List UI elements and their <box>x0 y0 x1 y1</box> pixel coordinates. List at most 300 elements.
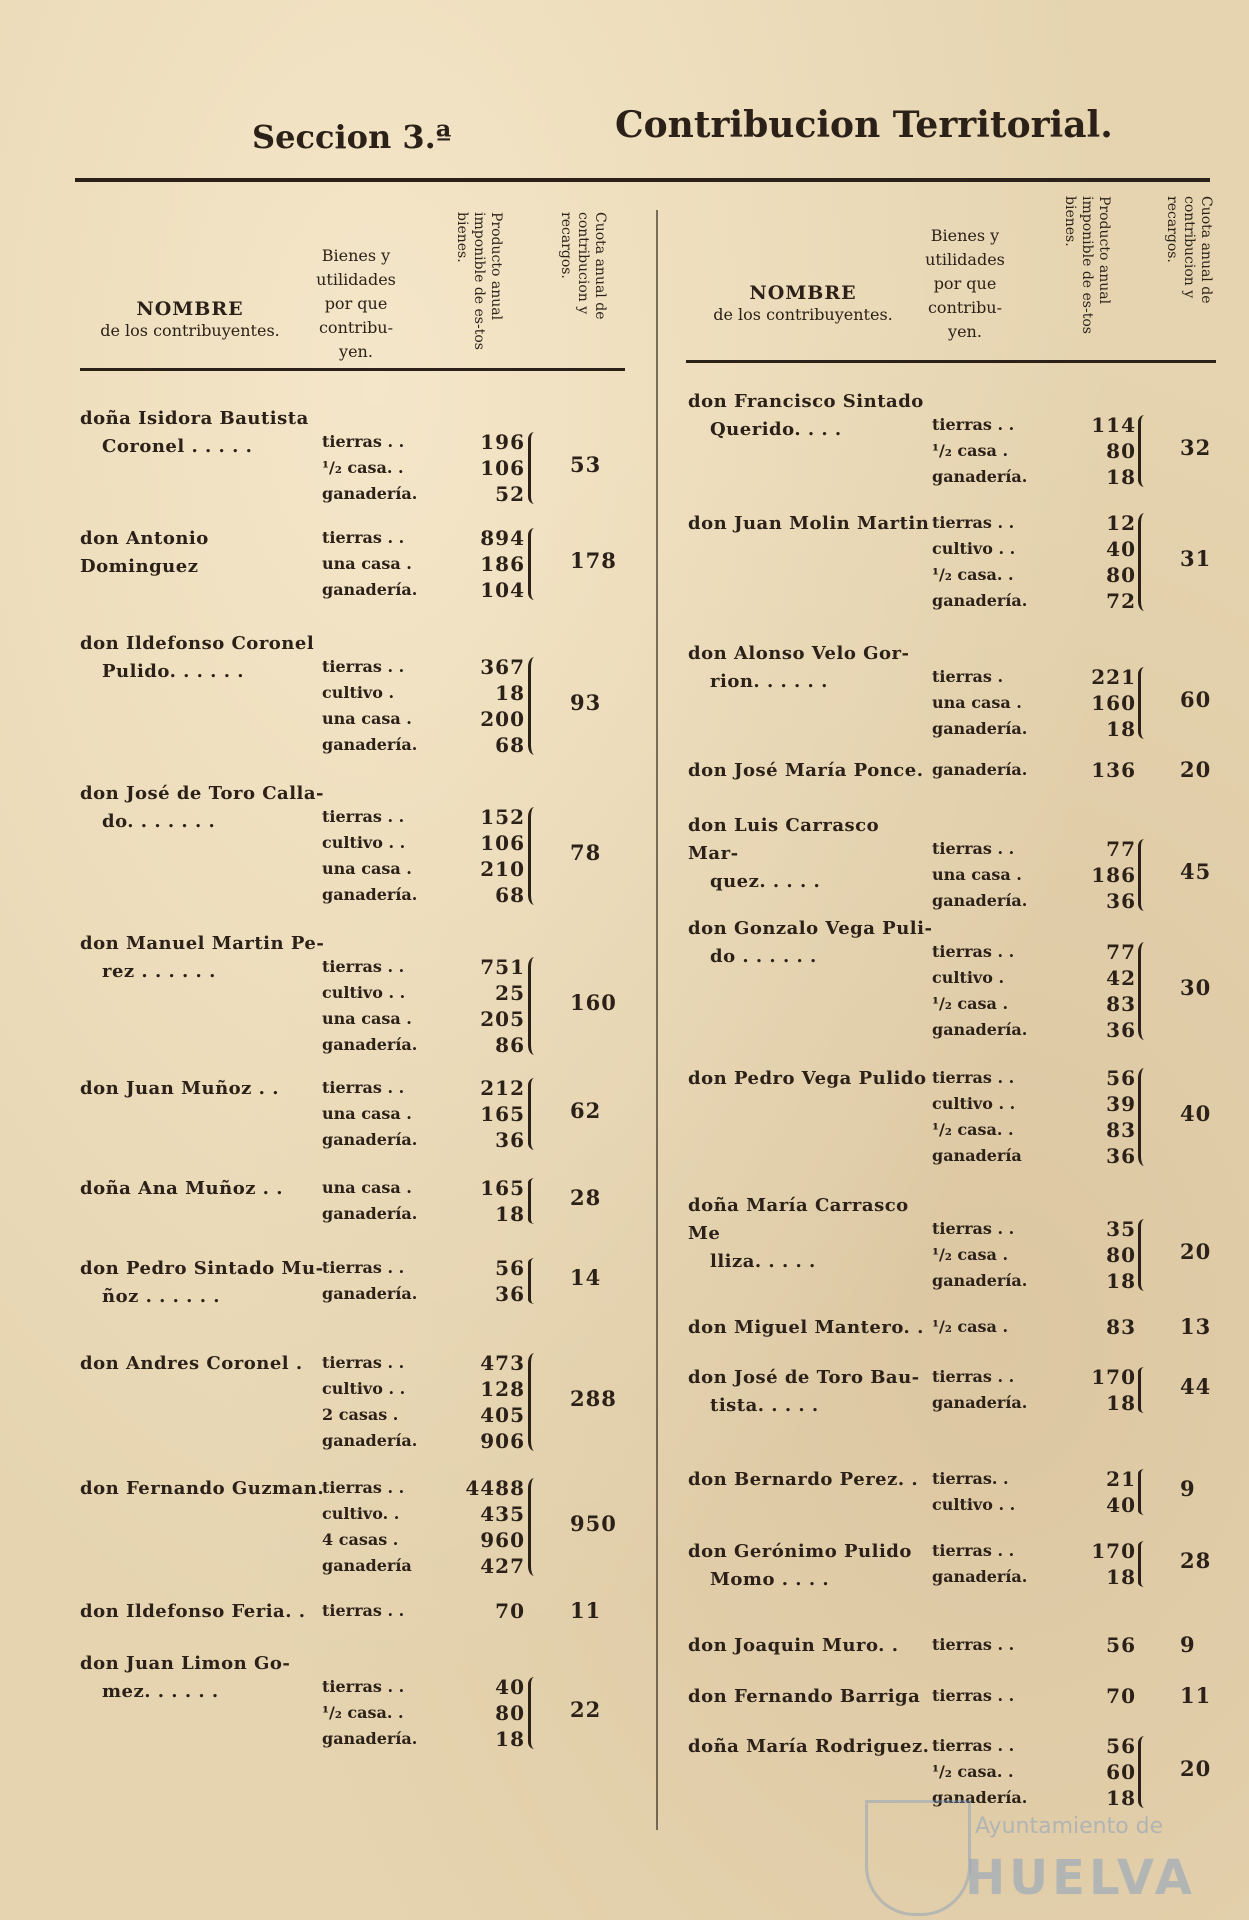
property-value: 160 <box>1091 691 1136 715</box>
annual-quota: 178 <box>570 548 617 573</box>
property-item: una casa . <box>322 1178 412 1197</box>
property-value: 473 <box>480 1351 525 1375</box>
property-item: tierras . . <box>932 1736 1015 1755</box>
property-items <box>322 804 417 908</box>
property-value: 200 <box>480 707 525 731</box>
property-value: 39 <box>1106 1092 1136 1116</box>
property-item: tierras . . <box>932 942 1015 961</box>
property-item: ganadería. <box>322 1729 418 1748</box>
property-value: 18 <box>495 681 525 705</box>
grouping-brace <box>528 957 541 1055</box>
annual-quota: 9 <box>1180 1476 1196 1501</box>
property-item: una casa . <box>322 859 412 878</box>
property-item: tierras . . <box>932 1686 1015 1705</box>
property-value: 906 <box>480 1429 525 1453</box>
property-values <box>425 525 525 603</box>
property-value: 56 <box>1106 1633 1136 1657</box>
property-item: ganadería. <box>322 580 418 599</box>
property-value: 114 <box>1091 413 1136 437</box>
property-items <box>322 525 417 603</box>
property-items <box>322 1255 417 1307</box>
property-item: ganadería. <box>932 1567 1028 1586</box>
contributor-name-line: doña María Carrasco Me <box>688 1195 909 1244</box>
property-value: 21 <box>1106 1467 1136 1491</box>
contributor-name-line: don Manuel Martin Pe- <box>80 933 325 954</box>
stamp-line-2: HUELVA <box>965 1850 1196 1906</box>
contributor-name-line: ñoz . . . . . . <box>102 1286 221 1307</box>
grouping-brace <box>1138 1068 1151 1166</box>
property-value: 83 <box>1106 992 1136 1016</box>
stamp-line-1: Ayuntamiento de <box>975 1814 1164 1839</box>
property-item: 4 casas . <box>322 1530 399 1549</box>
property-item: tierras . <box>932 667 1004 686</box>
contributor-name-line: doña Isidora Bautista <box>80 408 309 429</box>
property-items <box>932 939 1027 1043</box>
property-value: 186 <box>480 552 525 576</box>
contributor-name <box>688 1733 933 1761</box>
property-items <box>932 1216 1027 1294</box>
contributor-name <box>688 1632 933 1660</box>
property-item: tierras . . <box>322 1258 405 1277</box>
property-value: 367 <box>480 655 525 679</box>
property-item: ¹/₂ casa . <box>932 994 1009 1013</box>
property-item: tierras . . <box>932 1541 1015 1560</box>
property-item: ganadería <box>932 1146 1022 1165</box>
property-items <box>932 1065 1022 1169</box>
left-cuota-header: Cuota anual de contribucion y recargos. <box>558 212 608 320</box>
right-bienes-header: Bienes y utilidades por que contribu- yen. <box>925 226 1005 341</box>
property-item: ganadería. <box>932 1788 1028 1807</box>
property-item: ¹/₂ casa . <box>932 1245 1009 1264</box>
contributor-name-line: rion. . . . . . <box>710 671 828 692</box>
annual-quota: 20 <box>1180 1756 1212 1781</box>
property-value: 56 <box>1106 1734 1136 1758</box>
contributor-name-line: don Fernando Barriga <box>688 1686 921 1707</box>
annual-quota: 288 <box>570 1386 617 1411</box>
annual-quota: 11 <box>1180 1683 1212 1708</box>
property-value: 4488 <box>465 1476 525 1500</box>
property-items <box>932 1314 1008 1340</box>
right-header-rule <box>686 360 1216 363</box>
property-items <box>932 412 1027 490</box>
property-value: 72 <box>1106 589 1136 613</box>
contributor-name-line: don José de Toro Bau- <box>688 1367 920 1388</box>
property-item: cultivo . . <box>322 833 406 852</box>
property-values <box>1040 836 1136 914</box>
property-values <box>1040 510 1136 614</box>
property-value: 56 <box>1106 1066 1136 1090</box>
annual-quota: 31 <box>1180 546 1212 571</box>
property-value: 70 <box>1106 1684 1136 1708</box>
annual-quota: 28 <box>1180 1548 1212 1573</box>
section-heading: Seccion 3.ª <box>252 118 452 156</box>
property-value: 136 <box>1091 758 1136 782</box>
contributor-name <box>688 388 933 444</box>
property-item: ganadería. <box>322 1204 418 1223</box>
contributor-name <box>688 1683 933 1711</box>
contributor-name <box>80 525 325 581</box>
contributor-name-line: Querido. . . . <box>710 419 842 440</box>
contributor-name <box>688 640 933 696</box>
left-producto-header: Producto anual imponible de es-tos bienes. <box>454 212 504 350</box>
coat-of-arms-icon <box>865 1800 971 1916</box>
annual-quota: 22 <box>570 1697 602 1722</box>
contributor-name-line: Coronel . . . . . <box>102 436 253 457</box>
property-values <box>425 429 525 507</box>
grouping-brace <box>1138 1367 1151 1413</box>
property-item: tierras . . <box>322 1353 405 1372</box>
property-values <box>425 654 525 758</box>
property-item: cultivo . . <box>932 539 1016 558</box>
grouping-brace <box>528 807 541 905</box>
contributor-name <box>688 1314 933 1342</box>
property-value: 36 <box>495 1128 525 1152</box>
annual-quota: 93 <box>570 690 602 715</box>
property-value: 427 <box>480 1554 525 1578</box>
grouping-brace <box>528 528 541 600</box>
property-item: tierras . . <box>932 839 1015 858</box>
contributor-name-line: don Gonzalo Vega Puli- <box>688 918 933 939</box>
grouping-brace <box>1138 1469 1151 1515</box>
property-value: 894 <box>480 526 525 550</box>
contributor-name <box>688 1538 933 1594</box>
property-items <box>932 1466 1015 1518</box>
annual-quota: 160 <box>570 990 617 1015</box>
property-values <box>1040 939 1136 1043</box>
contributor-name <box>688 1192 933 1276</box>
property-values <box>1040 1538 1136 1590</box>
contributor-name <box>80 630 325 686</box>
contributor-name-line: don Juan Muñoz . . <box>80 1078 279 1099</box>
property-values <box>425 1175 525 1227</box>
property-item: tierras . . <box>322 1601 405 1620</box>
contributor-name-line: don Antonio Dominguez <box>80 528 209 577</box>
property-item: una casa . <box>322 1009 412 1028</box>
property-value: 36 <box>495 1282 525 1306</box>
contributor-name-line: Pulido. . . . . . <box>102 661 245 682</box>
property-value: 960 <box>480 1528 525 1552</box>
left-header-rule <box>80 368 625 371</box>
contributor-name <box>80 1175 325 1203</box>
grouping-brace <box>528 432 541 504</box>
property-value: 52 <box>495 482 525 506</box>
property-value: 40 <box>1106 1493 1136 1517</box>
annual-quota: 40 <box>1180 1101 1212 1126</box>
left-name-header: NOMBRE de los contribuyentes. <box>100 298 280 340</box>
property-items <box>322 429 417 507</box>
property-value: 40 <box>1106 537 1136 561</box>
annual-quota: 44 <box>1180 1374 1212 1399</box>
property-value: 205 <box>480 1007 525 1031</box>
contributor-name-line: don Luis Carrasco Mar- <box>688 815 880 864</box>
property-value: 186 <box>1091 863 1136 887</box>
property-item: tierras. . <box>932 1469 1009 1488</box>
top-rule <box>75 178 1210 182</box>
property-value: 60 <box>1106 1760 1136 1784</box>
contributor-name-line: do . . . . . . <box>710 946 817 967</box>
property-value: 86 <box>495 1033 525 1057</box>
property-item: tierras . . <box>322 1078 405 1097</box>
property-value: 68 <box>495 883 525 907</box>
property-item: ganadería. <box>322 1431 418 1450</box>
property-item: tierras . . <box>322 957 405 976</box>
contributor-name <box>80 780 325 836</box>
property-item: ¹/₂ casa . <box>932 1317 1009 1336</box>
property-items <box>932 1364 1027 1416</box>
property-value: 212 <box>480 1076 525 1100</box>
property-value: 170 <box>1091 1539 1136 1563</box>
contributor-name <box>80 1075 325 1103</box>
property-item: ganadería. <box>322 1130 418 1149</box>
property-item: tierras . . <box>932 415 1015 434</box>
property-value: 18 <box>1106 1269 1136 1293</box>
property-item: ganadería. <box>322 1035 418 1054</box>
property-items <box>322 1075 417 1153</box>
property-value: 751 <box>480 955 525 979</box>
annual-quota: 53 <box>570 452 602 477</box>
property-item: tierras . . <box>322 528 405 547</box>
property-item: 2 casas . <box>322 1405 399 1424</box>
property-item: tierras . . <box>932 513 1015 532</box>
grouping-brace <box>1138 942 1151 1040</box>
property-items <box>932 1683 1014 1709</box>
grouping-brace <box>1138 1219 1151 1291</box>
contributor-name <box>688 1466 933 1494</box>
property-item: una casa . <box>322 1104 412 1123</box>
property-value: 36 <box>1106 889 1136 913</box>
property-item: ¹/₂ casa. . <box>322 1703 404 1722</box>
contributor-name-line: Momo . . . . <box>710 1569 830 1590</box>
property-value: 35 <box>1106 1217 1136 1241</box>
property-value: 68 <box>495 733 525 757</box>
contributor-name-line: don Juan Molin Martin <box>688 513 930 534</box>
property-value: 18 <box>1106 1786 1136 1810</box>
right-name-header: NOMBRE de los contribuyentes. <box>713 282 893 324</box>
property-value: 18 <box>1106 1391 1136 1415</box>
grouping-brace <box>1138 415 1151 487</box>
property-item: ganadería. <box>932 891 1028 910</box>
contributor-name-line: don Gerónimo Pulido <box>688 1541 912 1562</box>
annual-quota: 950 <box>570 1511 617 1536</box>
contributor-name-line: don Ildefonso Feria. . <box>80 1601 306 1622</box>
left-bienes-header: Bienes y utilidades por que contribu- yen. <box>316 246 396 361</box>
property-item: ganadería. <box>932 760 1028 779</box>
property-values <box>1040 1216 1136 1294</box>
grouping-brace <box>1138 839 1151 911</box>
annual-quota: 62 <box>570 1098 602 1123</box>
grouping-brace <box>1138 513 1151 611</box>
property-value: 36 <box>1106 1144 1136 1168</box>
property-item: ganadería. <box>932 1020 1028 1039</box>
annual-quota: 78 <box>570 840 602 865</box>
property-value: 210 <box>480 857 525 881</box>
property-item: ¹/₂ casa. . <box>322 458 404 477</box>
property-values <box>425 804 525 908</box>
grouping-brace <box>528 1353 541 1451</box>
property-item: tierras . . <box>322 657 405 676</box>
property-value: 18 <box>1106 465 1136 489</box>
contributor-name <box>688 915 933 971</box>
contributor-name-line: don Juan Limon Go- <box>80 1653 291 1674</box>
property-value: 196 <box>480 430 525 454</box>
property-item: ganadería. <box>932 591 1028 610</box>
property-items <box>932 1538 1027 1590</box>
property-item: ganadería. <box>322 735 418 754</box>
contributor-name-line: doña Ana Muñoz . . <box>80 1178 283 1199</box>
contributor-name <box>80 1475 325 1503</box>
property-items <box>322 1598 404 1624</box>
contributor-name <box>80 930 325 986</box>
contributor-name-line: lliza. . . . . <box>710 1251 816 1272</box>
property-item: cultivo . <box>322 683 395 702</box>
property-value: 435 <box>480 1502 525 1526</box>
property-item: tierras . . <box>322 1677 405 1696</box>
grouping-brace <box>528 1677 541 1749</box>
property-values <box>1040 1466 1136 1518</box>
property-item: ganadería. <box>322 885 418 904</box>
property-value: 25 <box>495 981 525 1005</box>
contributor-name-line: don Joaquin Muro. . <box>688 1635 899 1656</box>
property-items <box>932 836 1027 914</box>
annual-quota: 60 <box>1180 687 1212 712</box>
property-item: cultivo . . <box>932 1094 1016 1113</box>
property-item: cultivo . . <box>322 1379 406 1398</box>
property-value: 104 <box>480 578 525 602</box>
property-value: 83 <box>1106 1118 1136 1142</box>
property-values <box>1040 412 1136 490</box>
property-values <box>1040 1364 1136 1416</box>
property-value: 128 <box>480 1377 525 1401</box>
property-value: 80 <box>1106 563 1136 587</box>
contributor-name-line: don Alonso Velo Gor- <box>688 643 910 664</box>
contributor-name-line: don Pedro Vega Pulido <box>688 1068 927 1089</box>
property-value: 152 <box>480 805 525 829</box>
property-value: 42 <box>1106 966 1136 990</box>
archive-stamp <box>855 1800 1215 1910</box>
contributor-name <box>80 1598 325 1626</box>
contributor-name-line: don Andres Coronel . <box>80 1353 303 1374</box>
contributor-name-line: don Bernardo Perez. . <box>688 1469 919 1490</box>
annual-quota: 20 <box>1180 1239 1212 1264</box>
grouping-brace <box>528 1178 541 1224</box>
property-value: 106 <box>480 456 525 480</box>
property-values <box>425 1598 525 1624</box>
property-item: ganadería <box>322 1556 412 1575</box>
property-value: 18 <box>1106 717 1136 741</box>
property-item: cultivo . . <box>322 983 406 1002</box>
grouping-brace <box>528 1478 541 1576</box>
grouping-brace <box>1138 1541 1151 1587</box>
column-divider <box>656 210 658 1830</box>
annual-quota: 9 <box>1180 1632 1196 1657</box>
property-item: cultivo . . <box>932 1495 1016 1514</box>
contributor-name-line: doña María Rodriguez. <box>688 1736 930 1757</box>
grouping-brace <box>1138 667 1151 739</box>
property-items <box>932 664 1027 742</box>
property-items <box>932 1632 1014 1658</box>
property-item: ¹/₂ casa . <box>932 441 1009 460</box>
property-item: ¹/₂ casa. . <box>932 1120 1014 1139</box>
property-values <box>1040 1314 1136 1340</box>
annual-quota: 30 <box>1180 975 1212 1000</box>
property-item: tierras . . <box>932 1219 1015 1238</box>
property-values <box>425 954 525 1058</box>
property-item: una casa . <box>932 693 1022 712</box>
contributor-name-line: don Miguel Mantero. . <box>688 1317 924 1338</box>
property-item: ganadería. <box>932 1393 1028 1412</box>
property-value: 80 <box>1106 1243 1136 1267</box>
property-value: 80 <box>495 1701 525 1725</box>
contributor-name-line: don Francisco Sintado <box>688 391 924 412</box>
property-value: 18 <box>495 1727 525 1751</box>
property-values <box>1040 1065 1136 1169</box>
property-items <box>322 1674 417 1752</box>
contributor-name-line: mez. . . . . . <box>102 1681 219 1702</box>
property-item: tierras . . <box>322 1478 405 1497</box>
property-items <box>322 1350 417 1454</box>
contributor-name-line: don Fernando Guzman. <box>80 1478 325 1499</box>
property-values <box>425 1350 525 1454</box>
property-item: tierras . . <box>322 432 405 451</box>
property-values <box>1040 757 1136 783</box>
property-items <box>932 757 1027 783</box>
contributor-name-line: tista. . . . . <box>710 1395 819 1416</box>
property-value: 40 <box>495 1675 525 1699</box>
annual-quota: 45 <box>1180 859 1212 884</box>
contributor-name-line: don José María Ponce. <box>688 760 924 781</box>
annual-quota: 20 <box>1180 757 1212 782</box>
property-values <box>1040 1683 1136 1709</box>
property-item: tierras . . <box>932 1635 1015 1654</box>
grouping-brace <box>528 657 541 755</box>
property-value: 12 <box>1106 511 1136 535</box>
property-value: 221 <box>1091 665 1136 689</box>
property-value: 165 <box>480 1102 525 1126</box>
contributor-name-line: don José de Toro Calla- <box>80 783 325 804</box>
contributor-name <box>80 1650 325 1706</box>
property-item: ganadería. <box>932 719 1028 738</box>
grouping-brace <box>528 1078 541 1150</box>
property-item: ¹/₂ casa. . <box>932 1762 1014 1781</box>
contributor-name <box>688 1065 933 1093</box>
property-value: 36 <box>1106 1018 1136 1042</box>
annual-quota: 28 <box>570 1185 602 1210</box>
contributor-name <box>80 1350 325 1378</box>
property-value: 77 <box>1106 837 1136 861</box>
contributor-name-line: do. . . . . . . <box>102 811 216 832</box>
property-items <box>322 1475 412 1579</box>
annual-quota: 11 <box>570 1598 602 1623</box>
property-value: 56 <box>495 1256 525 1280</box>
contributor-name <box>80 405 325 461</box>
contributor-name-line: don Ildefonso Coronel <box>80 633 315 654</box>
contributor-name-line: rez . . . . . . <box>102 961 216 982</box>
contributor-name <box>688 812 933 896</box>
grouping-brace <box>528 1258 541 1304</box>
annual-quota: 14 <box>570 1265 602 1290</box>
property-value: 77 <box>1106 940 1136 964</box>
property-items <box>322 654 417 758</box>
property-items <box>932 510 1027 614</box>
property-items <box>322 1175 417 1227</box>
property-value: 18 <box>495 1202 525 1226</box>
annual-quota: 32 <box>1180 435 1212 460</box>
contributor-name <box>688 510 933 538</box>
property-value: 80 <box>1106 439 1136 463</box>
page-title: Contribucion Territorial. <box>615 104 1113 146</box>
property-values <box>1040 664 1136 742</box>
contributor-name <box>80 1255 325 1311</box>
